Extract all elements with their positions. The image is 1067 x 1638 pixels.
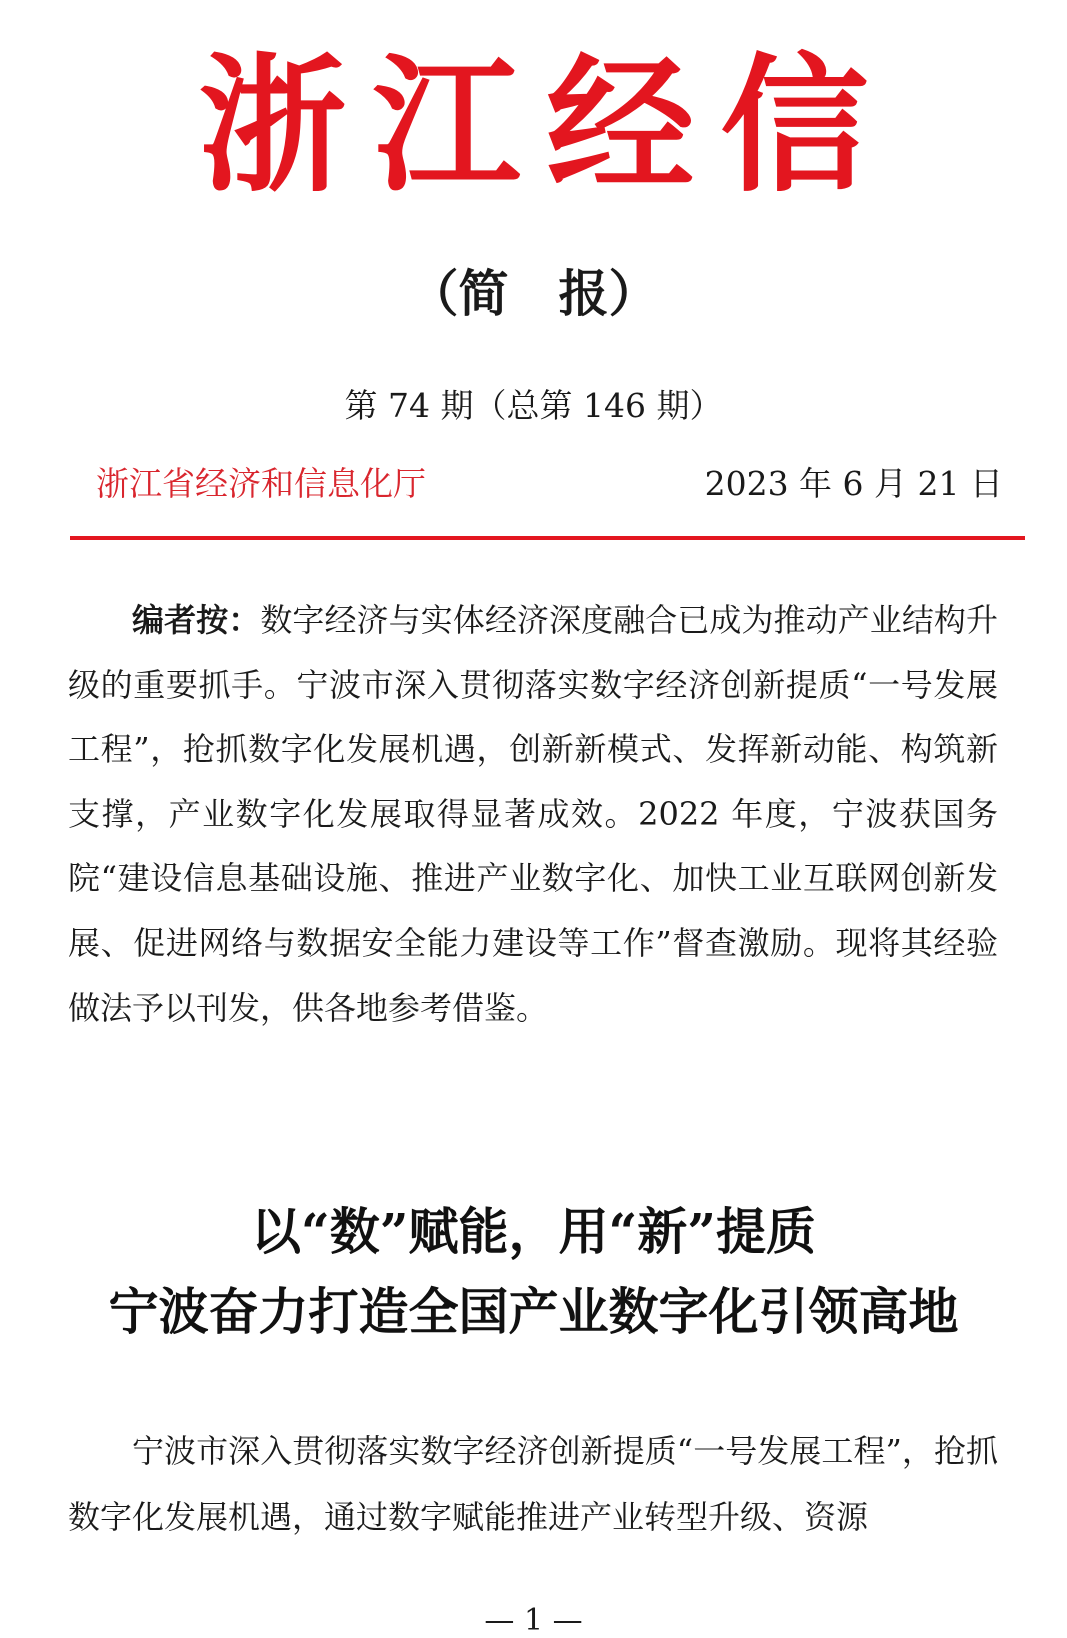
red-divider-rule [70,536,1025,540]
article-headline [0,1192,1067,1352]
editor-note [68,588,998,1040]
masthead-title: 浙江经信 [198,38,895,212]
editor-note-label: 编者按： [132,601,261,639]
issue-number: 第 74 期（总第 146 期） [344,386,723,425]
editor-note-text: 数字经济与实体经济深度融合已成为推动产业结构升级的重要抓手。宁波市深入贯彻落实数字经济创新提质“一号发展工程”，抢抓数字化发展机遇，创新新模式、发挥新动能、构筑新支撑，产业数字化发展取得显著成效。2022 年度，宁波获国务院“建设信息基础设施、推进产业数字化、加快工业互联网创新发展、促进网络与数据安全能力建设等工作”督查激励。现将其经验做法予以刊发，供各地参考借鉴。 [68,601,998,1027]
issue-date: 2023 年 6 月 21 日 [704,464,1003,503]
briefing-subtitle: （简 报） [408,264,659,323]
article-paragraph: 宁波市深入贯彻落实数字经济创新提质“一号发展工程”，抢抓数字化发展机遇，通过数字赋能推进产业转型升级、资源 [68,1432,998,1536]
page-number: — 1 — [484,1603,583,1638]
issuing-department: 浙江省经济和信息化厅 [96,464,426,503]
headline-line-2: 宁波奋力打造全国产业数字化引领高地 [108,1282,959,1341]
headline-line-1: 以“数”赋能，用“新”提质 [250,1202,817,1261]
